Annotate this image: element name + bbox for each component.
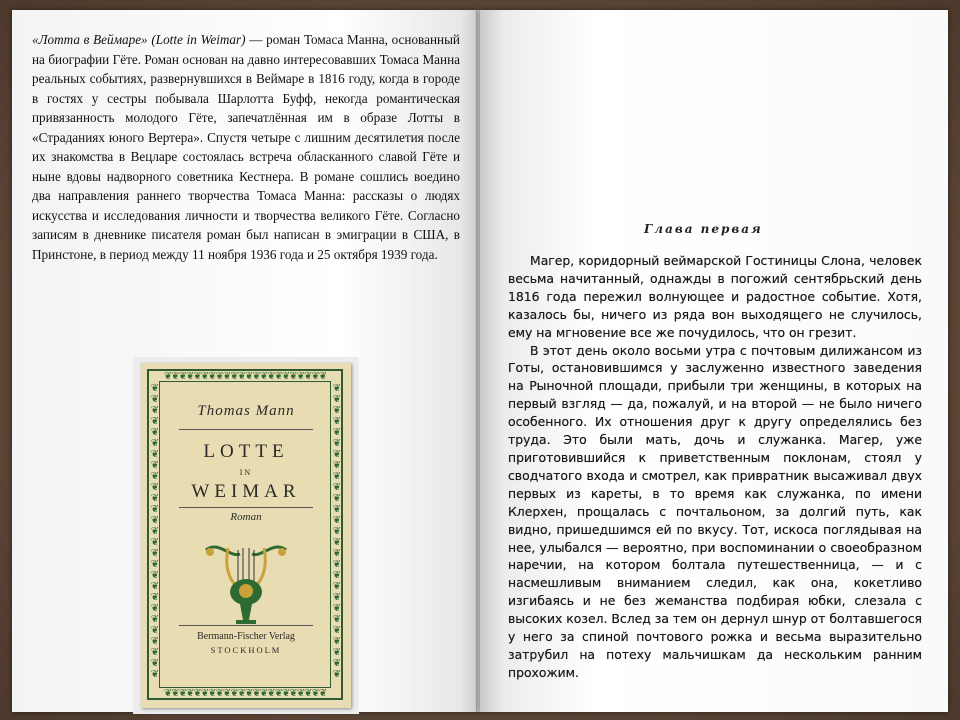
cover-title-weimar: WEIMAR — [191, 481, 301, 502]
chapter-title: Глава первая — [644, 222, 763, 236]
cover-title-in: IN — [239, 468, 253, 477]
book-description — [32, 30, 460, 264]
description-title: «Лотта в Веймаре» (Lotte in Weimar) — [32, 32, 246, 47]
cover-rule-top — [179, 429, 313, 430]
book-cover-photo — [133, 357, 359, 714]
cover-city: STOCKHOLM — [210, 645, 282, 655]
laurel-border-right: ❦❦❦❦❦❦❦❦❦❦❦❦❦❦❦❦❦❦❦❦❦❦❦❦❦❦❦ — [332, 383, 342, 680]
laurel-border-left: ❦❦❦❦❦❦❦❦❦❦❦❦❦❦❦❦❦❦❦❦❦❦❦❦❦❦❦ — [150, 383, 160, 680]
lyre-ornament-icon — [196, 528, 296, 628]
cover-rule-middle — [179, 507, 313, 508]
laurel-border-bottom: ❦❦❦❦❦❦❦❦❦❦❦❦❦❦❦❦❦❦❦❦❦❦ — [163, 688, 327, 699]
description-text: — роман Томаса Манна, основанный на биографии Гёте. Роман основан на давно интересовавших Томаса Манна реальных событиях, развернувшихся в Веймаре в 1816 году, когда в городе в гостях у сестры побывала Шарлотта Буфф, некогда романтическая привязанность молодого Гёте, запечатлённая им в образе Лотты в «Страданиях юного Вертера». Спустя четыре с лишним десятилетия после их знакомства в Вецларе состоялась встреча обласканного славой Гёте и ныне вдовы надворного советника Кестнера. В романе сошлись воедино два направления раннего творчества Томаса Манна: рассказы о людях искусства и исследования личности и творчества великого Гёте. Согласно записям в дневнике писателя роман был написан в эмиграции в США, в Принстоне, в период между 11 ноября 1936 года и 25 октября 1939 года. — [32, 32, 460, 262]
cover-subtitle: Roman — [230, 511, 262, 523]
chapter-paragraph-1: Магер, коридорный веймарской Гостиницы Слона, человек весьма начитанный, однажды в погожий сентябрьский день 1816 года пережил волнующее и радостное событие. Хотя, казалось бы, ничего из ряда вон выходящего не случилось, ему на мгновение все же почудилось, что он грезит. — [508, 253, 922, 340]
chapter-text — [508, 252, 922, 682]
left-page — [12, 10, 478, 712]
cover-title-lotte: LOTTE — [203, 441, 289, 462]
cover-author: Thomas Mann — [197, 403, 295, 419]
cover-rule-bottom — [179, 625, 313, 626]
chapter-paragraph-2: В этот день около восьми утра с почтовым дилижансом из Готы, остановившимся у заслуженно известного заведения на Рыночной площади, прибыли три женщины, в которых на первый взгляд — да, пожалуй, и на второй — не было ничего особенного. Их отношения друг к другу определялись без труда. Это были мать, дочь и служанка. Магер, уже приготовившийся к приветственным поклонам, стоял у сводчатого входа и смотрел, как привратник высаживал двух первых из кареты, в то время как служанка, по имени Клерхен, прощалась с почтальоном, за долгий путь, как видно, пришедшимся ей по вкусу. Тот, искоса поглядывая на нее, улыбался — вероятно, при воспоминании о своеобразном наречии, на котором болтала путешественница, — и с насмешливым вниманием следил, как она, кокетливо изгибаясь и не без жеманства подбирая юбки, слезала с высоких козел. Вслед за тем он дернул шнур от болтавшегося у него за спиной почтового рожка и весьма выразительно затрубил на потеху мальчишкам да нескольким ранним прохожим. — [508, 342, 922, 680]
laurel-border-top: ❦❦❦❦❦❦❦❦❦❦❦❦❦❦❦❦❦❦❦❦❦❦ — [163, 371, 327, 382]
cover-publisher: Bermann-Fischer Verlag — [197, 631, 295, 642]
book-cover — [141, 363, 351, 708]
